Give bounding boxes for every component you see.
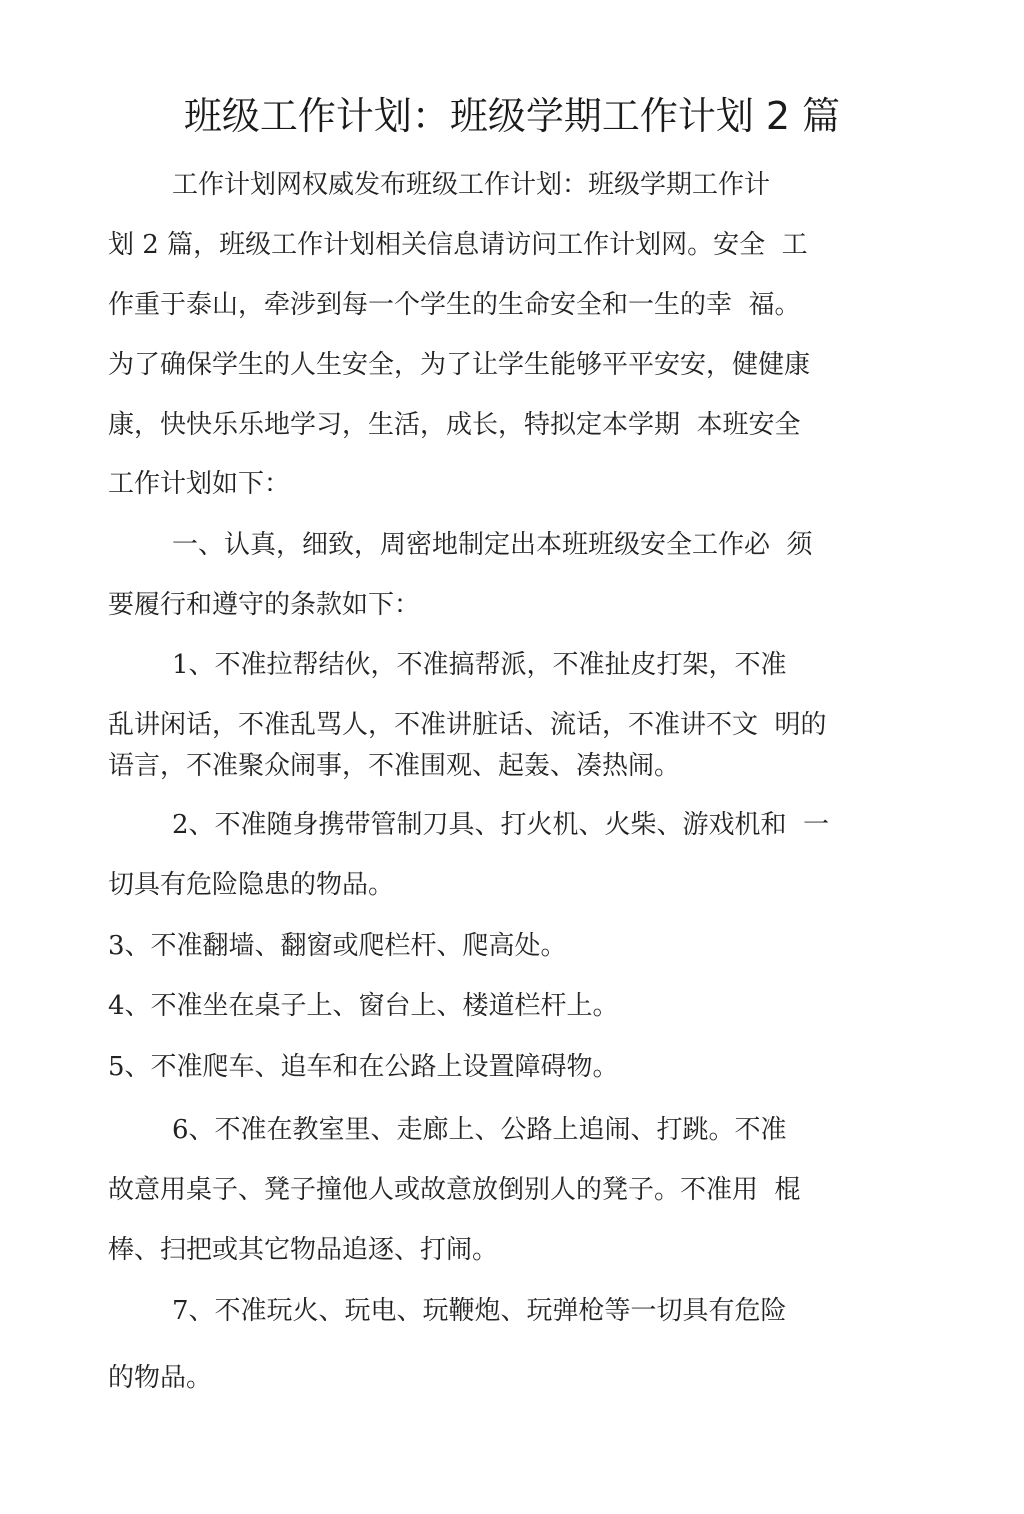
paragraph-line: 故意用桌子、凳子撞他人或故意放倒别人的凳子。不准用 棍 <box>108 1175 801 1205</box>
paragraph-line: 4、不准坐在桌子上、窗台上、楼道栏杆上。 <box>108 991 619 1021</box>
paragraph-line: 6、不准在教室里、走廊上、公路上追闹、打跳。不准 <box>172 1115 787 1145</box>
paragraph-line: 乱讲闲话，不准乱骂人，不准讲脏话、流话，不准讲不文 明的 <box>108 710 827 740</box>
paragraph-line: 7、不准玩火、玩电、玩鞭炮、玩弹枪等一切具有危险 <box>172 1296 787 1326</box>
paragraph-line: 要履行和遵守的条款如下： <box>108 590 421 620</box>
document-title: 班级工作计划：班级学期工作计划 2 篇 <box>183 94 841 138</box>
paragraph-line: 的物品。 <box>108 1363 213 1393</box>
paragraph-line: 为了确保学生的人生安全，为了让学生能够平平安安，健健康 <box>108 350 811 380</box>
paragraph-line: 工作计划网权威发布班级工作计划：班级学期工作计 <box>172 170 771 200</box>
paragraph-line: 1、不准拉帮结伙，不准搞帮派，不准扯皮打架，不准 <box>172 650 787 680</box>
paragraph-line: 工作计划如下： <box>108 469 291 499</box>
paragraph-line: 作重于泰山，牵涉到每一个学生的生命安全和一生的幸 福。 <box>108 290 801 320</box>
paragraph-line: 棒、扫把或其它物品追逐、打闹。 <box>108 1235 499 1265</box>
paragraph-line: 一、认真，细致，周密地制定出本班班级安全工作必 须 <box>172 530 813 560</box>
paragraph-line: 切具有危险隐患的物品。 <box>108 870 395 900</box>
paragraph-line: 3、不准翻墙、翻窗或爬栏杆、爬高处。 <box>108 931 567 961</box>
paragraph-line: 语言，不准聚众闹事，不准围观、起轰、凑热闹。 <box>108 751 681 781</box>
paragraph-line: 康，快快乐乐地学习，生活，成长，特拟定本学期 本班安全 <box>108 410 801 440</box>
paragraph-line: 划 2 篇，班级工作计划相关信息请访问工作计划网。安全 工 <box>108 230 808 260</box>
paragraph-line: 5、不准爬车、追车和在公路上设置障碍物。 <box>108 1052 619 1082</box>
paragraph-line: 2、不准随身携带管制刀具、打火机、火柴、游戏机和 一 <box>172 810 830 840</box>
